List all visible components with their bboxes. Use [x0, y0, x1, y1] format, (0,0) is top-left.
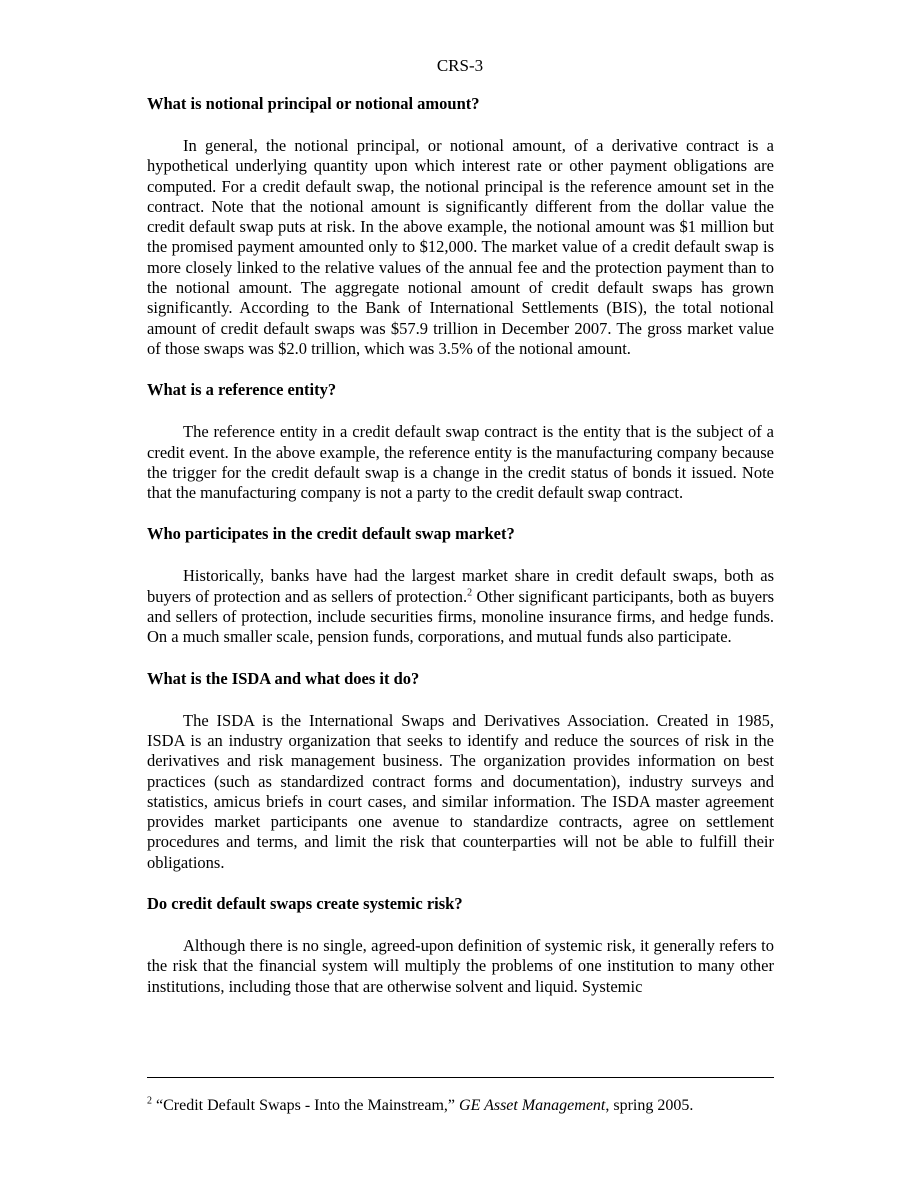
section-heading-reference-entity: What is a reference entity? — [147, 380, 337, 400]
paragraph-systemic-risk: Although there is no single, agreed-upon definition of systemic risk, it generally refers to the risk that the financial system will multiply the problems of one institution to many other institutions, including those that are otherwise solvent and liquid. Systemic — [147, 936, 774, 996]
paragraph-participants-part1: Historically, banks have had the largest market share in credit default swaps, both as buyers of protection and as sellers of protection. — [147, 566, 774, 606]
page-header: CRS-3 — [436, 56, 484, 75]
section-heading-notional-principal: What is notional principal or notional amount? — [147, 94, 480, 113]
section-heading-isda: What is the ISDA and what does it do? — [147, 668, 420, 688]
paragraph-reference-entity: The reference entity in a credit default swap contract is the entity that is the subject of a credit event. In the above example, the reference entity is the manufacturing company because the trigger for the credit default swap is a change in the credit status of bonds it issued. Note that the manufacturing company is not a party to the credit default swap contract. — [147, 422, 774, 503]
footnote-text-before-title: “Credit Default Swaps - Into the Mainstream,” — [156, 1097, 460, 1114]
paragraph-participants — [147, 566, 774, 647]
footnote-divider — [147, 1077, 774, 1078]
footnote-text-after-title: , spring 2005. — [605, 1097, 694, 1114]
footnote — [147, 1096, 774, 1116]
paragraph-notional-principal: In general, the notional principal, or notional amount, of a derivative contract is a hypothetical underlying quantity upon which interest rate or other payment obligations are computed. For a credit default swap, the notional principal is the reference amount set in the contract. Note that the notional amount is significantly different from the dollar value the credit default swap puts at risk. In the above example, the notional amount was $1 million but the promised payment amounted only to $12,000. The market value of a credit default swap is more closely linked to the relative values of the annual fee and the protection payment than to the notional amount. The aggregate notional amount of credit default swaps has grown significantly. According to the Bank of International Settlements (BIS), the total notional amount of credit default swaps was $57.9 trillion in December 2007. The gross market value of those swaps was $2.0 trillion, which was 3.5% of the notional amount. — [147, 136, 774, 358]
footnote-reference[interactable]: 2 — [467, 587, 473, 599]
document-body — [147, 94, 774, 1018]
section-heading-systemic-risk: Do credit default swaps create systemic risk? — [147, 894, 463, 914]
section-heading-participants: Who participates in the credit default swap market? — [147, 524, 515, 544]
paragraph-participants-part2: Other significant participants, both as buyers and sellers of protection, include securities firms, monoline insurance firms, and hedge funds. On a much smaller scale, pension funds, corporations, and mutual funds also participate. — [147, 586, 774, 647]
paragraph-isda: The ISDA is the International Swaps and Derivatives Association. Created in 1985, ISDA is an industry organization that seeks to identify and reduce the sources of risk in the derivatives and risk management business. The organization provides information on best practices (such as standardized contract forms and documentation), industry surveys and statistics, amicus briefs in court cases, and similar information. The ISDA master agreement provides market participants one avenue to standardize contracts, agree on settlement procedures and terms, and limit the risk that counterparties will not be able to fulfill their obligations. — [147, 710, 774, 872]
footnote-source-title: GE Asset Management — [459, 1097, 606, 1114]
footnote-number: 2 — [147, 1095, 152, 1107]
